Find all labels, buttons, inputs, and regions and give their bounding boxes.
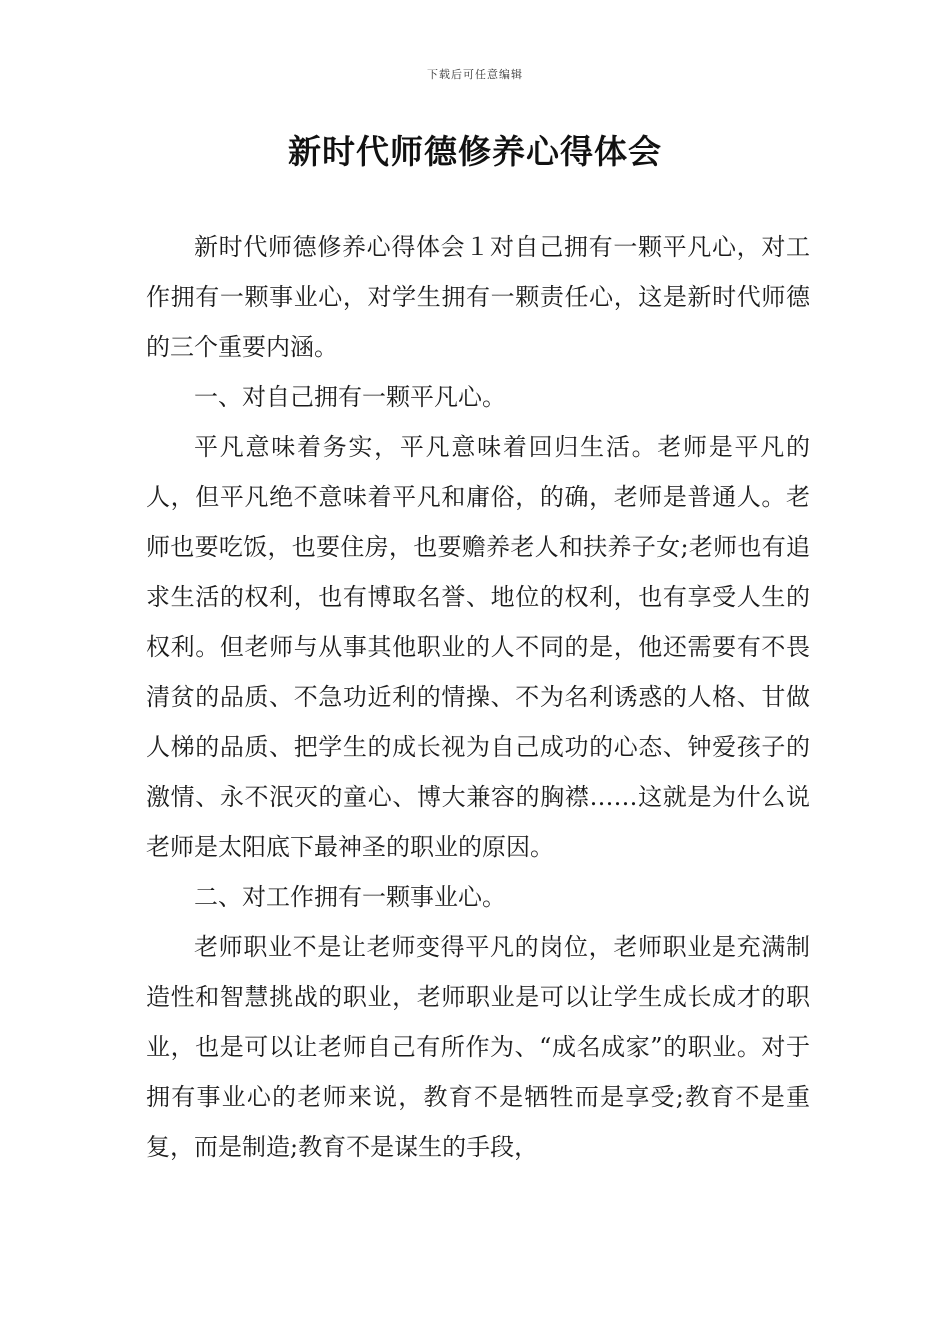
document-title: 新时代师德修养心得体会 — [288, 132, 662, 171]
paragraph-intro: 新时代师德修养心得体会１对自己拥有一颗平凡心，对工作拥有一颗事业心，对学生拥有一颗责任心，这是新时代师德的三个重要内涵。 — [146, 233, 810, 361]
paragraph-section-2: 老师职业不是让老师变得平凡的岗位，老师职业是充满制造性和智慧挑战的职业，老师职业是可以让学生成长成才的职业，也是可以让老师自己有所作为、“成名成家”的职业。对于拥有事业心的老师来说，教育不是牺牲而是享受;教育不是重复，而是制造;教育不是谋生的手段， — [146, 933, 810, 1161]
paragraph-section-1: 平凡意味着务实，平凡意味着回归生活。老师是平凡的人，但平凡绝不意味着平凡和庸俗，的确，老师是普通人。老师也要吃饭，也要住房，也要赡养老人和扶养子女;老师也有追求生活的权利，也有博取名誉、地位的权利，也有享受人生的权利。但老师与从事其他职业的人不同的是，他还需要有不畏清贫的品质、不急功近利的情操、不为名利诱惑的人格、甘做人梯的品质、把学生的成长视为自己成功的心态、钟爱孩子的激情、永不泯灭的童心、博大兼容的胸襟……这就是为什么说老师是太阳底下最神圣的职业的原因。 — [146, 433, 810, 861]
section-heading-1: 一、对自己拥有一颗平凡心。 — [194, 383, 506, 411]
header-note: 下载后可任意编辑 — [427, 68, 523, 81]
document-body — [146, 222, 810, 1172]
section-heading-2: 二、对工作拥有一颗事业心。 — [194, 883, 506, 911]
